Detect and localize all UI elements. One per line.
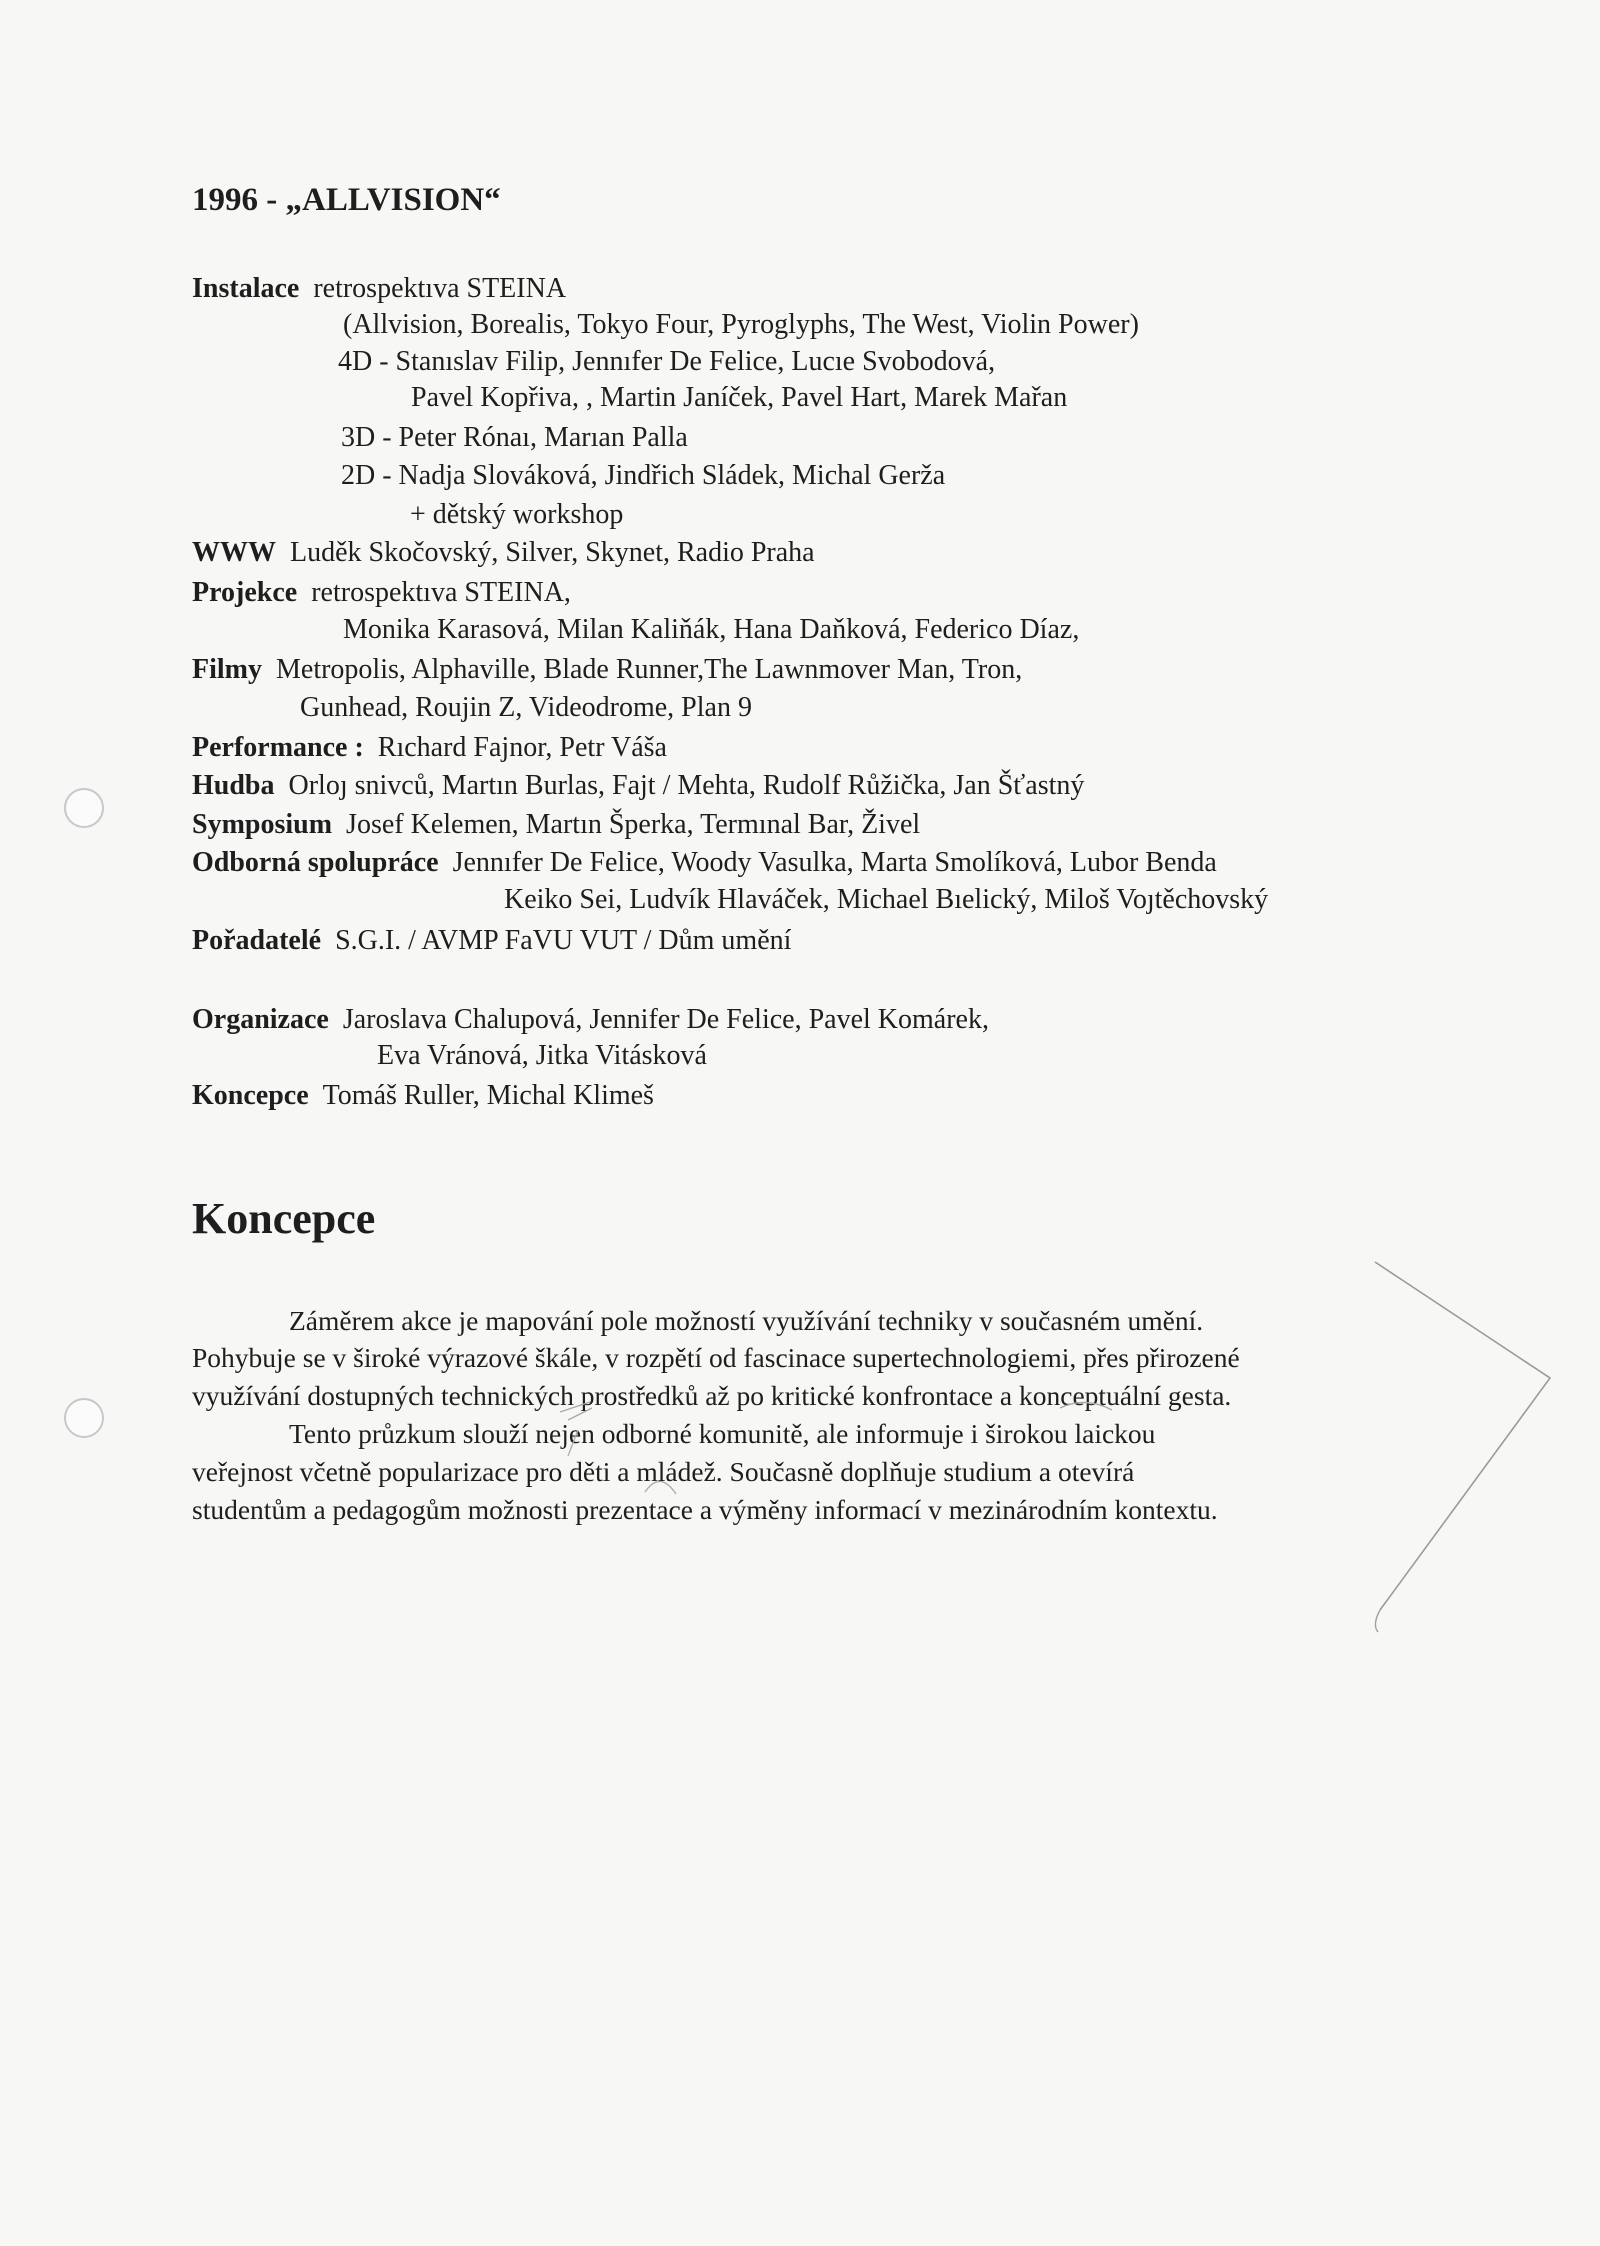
filmy-line-1: Metropolis, Alphaville, Blade Runner,The Lawnmover Man, Tron, <box>276 654 1023 685</box>
symposium-label: Symposium <box>192 809 333 840</box>
poradatele-label: Pořadatelé <box>192 925 322 956</box>
paragraph-line-6: studentům a pedagogům možnosti prezentace a výměny informací v mezinárodním kontextu. <box>192 1494 1218 1525</box>
instalace-line-2: (Allvision, Borealis, Tokyo Four, Pyroglyphs, The West, Violin Power) <box>343 309 1139 340</box>
projekce-row <box>192 575 571 611</box>
organizace-label: Organizace <box>192 1004 329 1035</box>
instalace-line-5: 3D - Peter Rónaı, Marıan Palla <box>341 422 688 453</box>
odborna-line-2: Keiko Sei, Ludvík Hlaváček, Michael Bıelický, Miloš Voȷtěchovský <box>504 884 1269 915</box>
organizace-line-1: Jaroslava Chalupová, Jennifer De Felice, Pavel Komárek, <box>342 1004 989 1035</box>
hudba-label: Hudba <box>192 770 275 801</box>
instalace-line-3: 4D - Stanıslav Filip, Jennıfer De Felice, Lucıe Svobodová, <box>338 346 996 377</box>
performance-label: Performance : <box>192 732 364 763</box>
paragraph-line-2: Pohybuje se v široké výrazové škále, v rozpětí od fascinace supertechnologiemi, přes přirozené <box>192 1342 1240 1373</box>
symposium-text: Josef Kelemen, Martın Šperka, Termınal Bar, Živel <box>346 809 921 840</box>
organizace-line-2: Eva Vránová, Jitka Vitásková <box>377 1040 707 1071</box>
filmy-line-2: Gunhead, Roujin Z, Videodrome, Plan 9 <box>300 692 752 723</box>
paragraph-line-4: Tento průzkum slouží nejen odborné komunitě, ale informuje i širokou laickou <box>289 1418 1156 1449</box>
projekce-line-1: retrospektıva STEINA, <box>311 577 571 608</box>
instalace-line-4: Pavel Kopřiva, , Martin Janíček, Pavel Hart, Marek Mařan <box>411 382 1068 413</box>
instalace-label: Instalace <box>192 273 300 304</box>
punch-hole-bottom <box>64 1398 104 1438</box>
instalace-line-1: retrospektıva STEINA <box>313 273 567 304</box>
instalace-line-7: + dětský workshop <box>410 499 624 530</box>
koncepce-text: Tomáš Ruller, Michal Klimeš <box>322 1080 654 1111</box>
filmy-label: Filmy <box>192 654 262 685</box>
punch-hole-top <box>64 788 104 828</box>
odborna-line-1: Jennıfer De Felice, Woody Vasulka, Marta Smolíková, Lubor Benda <box>452 847 1217 878</box>
paragraph-line-3: využívání dostupných technických prostředků až po kritické konfrontace a konceptuální gesta. <box>192 1380 1232 1411</box>
paragraph-line-1: Záměrem akce je mapování pole možností využívání techniky v současném umění. <box>289 1305 1204 1336</box>
odborna-label: Odborná spolupráce <box>192 847 439 878</box>
www-text: Luděk Skočovský, Silver, Skynet, Radio Praha <box>290 537 815 568</box>
page-title: 1996 - „ALLVISION“ <box>192 182 501 218</box>
instalace-row <box>192 271 566 307</box>
instalace-line-6: 2D - Nadja Slováková, Jindřich Sládek, Michal Gerža <box>341 460 946 491</box>
symposium-row <box>192 807 920 843</box>
organizace-row <box>192 1002 989 1038</box>
filmy-row <box>192 652 1022 688</box>
hudba-row <box>192 768 1084 804</box>
koncepce-row <box>192 1078 654 1114</box>
www-label: WWW <box>192 537 276 568</box>
projekce-label: Projekce <box>192 577 298 608</box>
odborna-row <box>192 845 1217 881</box>
performance-row <box>192 730 667 766</box>
section-heading: Koncepce <box>192 1194 376 1243</box>
paragraph-line-5: veřejnost včetně popularizace pro děti a mládež. Současně doplňuje studium a otevírá <box>192 1456 1135 1487</box>
www-row <box>192 535 815 571</box>
poradatele-row <box>192 923 791 959</box>
performance-text: Rıchard Fajnor, Petr Váša <box>377 732 667 763</box>
poradatele-text: S.G.I. / AVMP FaVU VUT / Dům umění <box>335 925 792 956</box>
pencil-hook-mark <box>1375 1610 1380 1632</box>
pencil-bracket-mark <box>1375 1262 1550 1610</box>
hudba-text: Orloȷ snivců, Martın Burlas, Fajt / Mehta, Rudolf Růžička, Jan Šťastný <box>288 770 1085 801</box>
koncepce-label: Koncepce <box>192 1080 309 1111</box>
projekce-line-2: Monika Karasová, Milan Kaliňák, Hana Daňková, Federico Díaz, <box>343 614 1080 645</box>
